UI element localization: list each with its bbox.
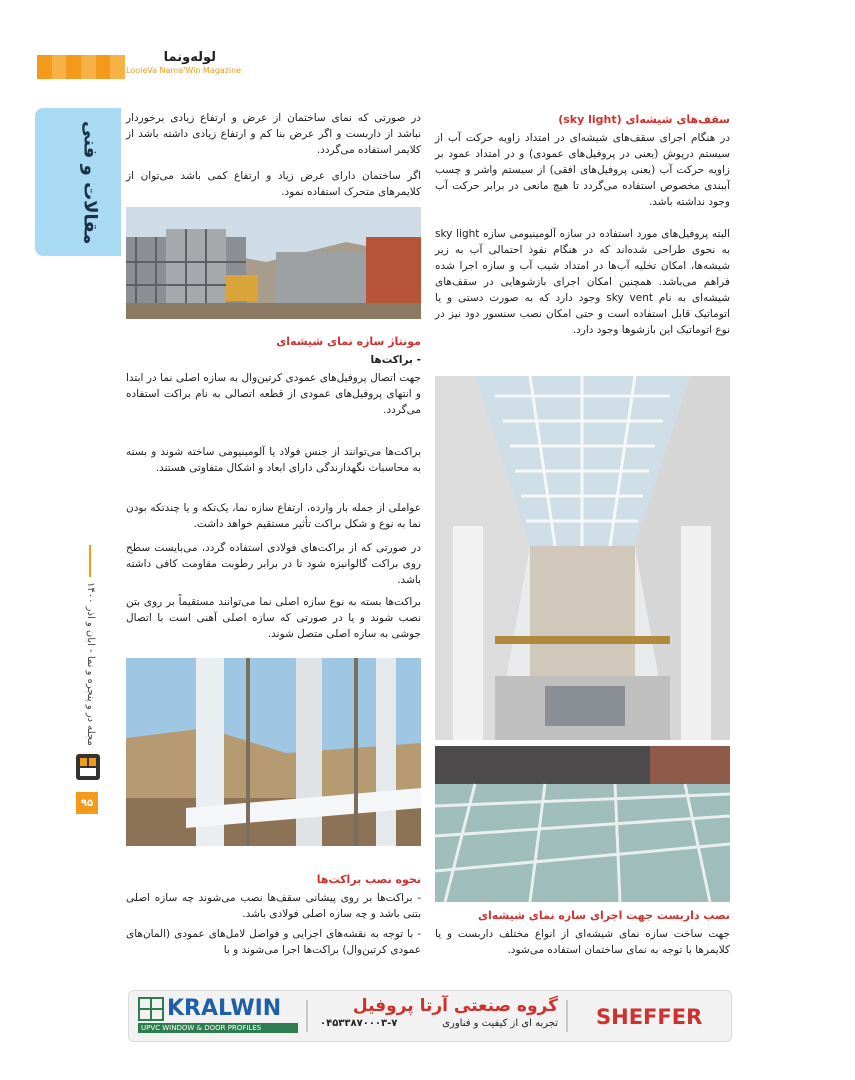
- construction-site-photo: [126, 207, 421, 319]
- side-caption: مجله در و پنجره و نما - آبان و آذر ۱۴۰۰: [85, 582, 96, 746]
- sheffer-logo: SHEFFER: [596, 1005, 703, 1029]
- heading-curtain-scaffold: نصب داربست جهت اجرای سازه نمای شیشه‌ای: [477, 909, 730, 922]
- side-accent-line: [89, 545, 91, 577]
- para-curtain-scaffold: جهت ساخت سازه نمای شیشه‌ای از انواع مختلف داربست و یا کلایمرها با توجه به نمای ساختمان استفاده می‌شود.: [435, 928, 730, 956]
- company-phone: ۰۴۵۳۳۸۷۰۰۰۳-۷: [320, 1018, 398, 1029]
- magazine-logo: [126, 50, 242, 82]
- para-intro-1: در صورتی که نمای ساختمان از عرض و ارتفاع زیادی برخوردار نباشد از داربست و اگر عرض بنا کم و ارتفاع زیادی داشته باشد از کلایمر استفاده می‌گردد.: [126, 112, 421, 156]
- heading-montage: مونتاژ سازه نمای شیشه‌ای: [276, 335, 421, 348]
- bracket-installation-photo: [126, 658, 421, 846]
- magazine-logo-title: لوله‌ونما: [163, 50, 216, 65]
- para-montage-4: در صورتی که از براکت‌های فولادی استفاده گردد، می‌بایست سطح روی براکت گالوانیزه شود تا در برابر رطوبت مقاومت کافی داشته باشد.: [126, 542, 421, 586]
- para-montage-5: براکت‌ها بسته به نوع سازه اصلی نما می‌توانند مستقیماً بر روی بتن نصب شوند و یا در صورتی که سازه اصلی آهنی است با اتصال جوشی به سازه اصلی متصل شوند.: [126, 596, 421, 640]
- company-tagline: تجربه ای از کیفیت و فناوری: [442, 1018, 558, 1029]
- kralwin-tagline: UPVC WINDOW & DOOR PROFILES: [138, 1023, 298, 1033]
- skylight-atrium-photo: [435, 376, 730, 740]
- company-name: گروه صنعتی آرتا پروفیل: [352, 996, 558, 1016]
- header-stripe-bar: [37, 55, 125, 79]
- footer-divider-left: [306, 1000, 308, 1032]
- company-block: [320, 996, 558, 1036]
- kralwin-logo: [138, 996, 298, 1036]
- magazine-logo-subtitle: LooleVa Nama'Win Magazine: [126, 66, 242, 75]
- side-logo-icon: [74, 752, 102, 782]
- footer-divider-right: [566, 1000, 568, 1032]
- section-tab-label: مقالات و فنی: [79, 121, 101, 245]
- heading-install: نحوه نصب براکت‌ها: [316, 873, 421, 886]
- para-intro-2: اگر ساختمان دارای عرض زیاد و ارتفاع کمی باشد می‌توان از کلایمرهای متحرک استفاده نمود.: [126, 170, 421, 198]
- para-install-2: - با توجه به نقشه‌های اجرایی و فواصل لامل‌های عمودی (المان‌های عمودی کرتین‌وال) براکت‌ها اجرا می‌شوند و با: [126, 928, 421, 956]
- para-montage-3: عواملی از جمله بار وارده، ارتفاع سازه نما، یک‌تکه و یا چندتکه بودن نما به نوع و شکل براکت تأثیر مستقیم خواهد داشت.: [126, 502, 421, 530]
- para-montage-2: براکت‌ها می‌توانند از جنس فولاد یا آلومینیومی ساخته شوند و بسته به محاسبات نگهدارندگی دارای ابعاد و اشکال متفاوتی هستند.: [126, 446, 421, 474]
- kralwin-brand: KRALWIN: [167, 996, 282, 1021]
- para-montage-1: جهت اتصال پروفیل‌های عمودی کرتین‌وال به سازه اصلی نما در ابتدا و انتهای پروفیل‌های عمودی از قطعه اتصالی به نام براکت استفاده می‌گردد.: [126, 372, 421, 416]
- para-skylight-1: در هنگام اجرای سقف‌های شیشه‌ای در امتداد زاویه حرکت آب از سیستم درپوش (یعنی در پروفیل‌های عمودی) و در امتداد عمود بر زاویه حرکت آب (یعنی پروفیل‌های افقی) از سیستم واشر و چسب آببندی مخصوص استفاده می‌گردد تا هیچ مانعی در برابر حرکت آب وجود نداشته باشد.: [435, 132, 730, 208]
- kralwin-window-icon: [138, 997, 164, 1021]
- page-number: ۹۵: [76, 792, 98, 814]
- para-skylight-2: البته پروفیل‌های مورد استفاده در سازه آلومینیومی سازه sky light به نحوی طراحی شده‌اند که در هنگام نفوذ احتمالی آب به زیر شیشه‌ها، امکان تخلیه آب‌ها در امتداد شیب آب و سازه اجرا شده فراهم می‌باشد. همچنین امکان اجرای بازشوهایی در سقف‌های شیشه‌ای به نام sky vent وجود دارد که به صورت دستی و یا اتوماتیک قابل استفاده است و حتی امکان نصب سنسور دود نیز در نوع اتوماتیک این بازشوها وجود دارد.: [435, 228, 731, 336]
- para-install-1: - براکت‌ها بر روی پیشانی سقف‌ها نصب می‌شوند چه سازه اصلی بتنی باشد و چه سازه اصلی فولادی باشد.: [126, 892, 421, 920]
- glass-roof-photo: [435, 746, 730, 902]
- sub-brackets: - براکت‌ها: [370, 354, 421, 366]
- heading-skylight: سقف‌های شیشه‌ای (sky light): [558, 113, 730, 126]
